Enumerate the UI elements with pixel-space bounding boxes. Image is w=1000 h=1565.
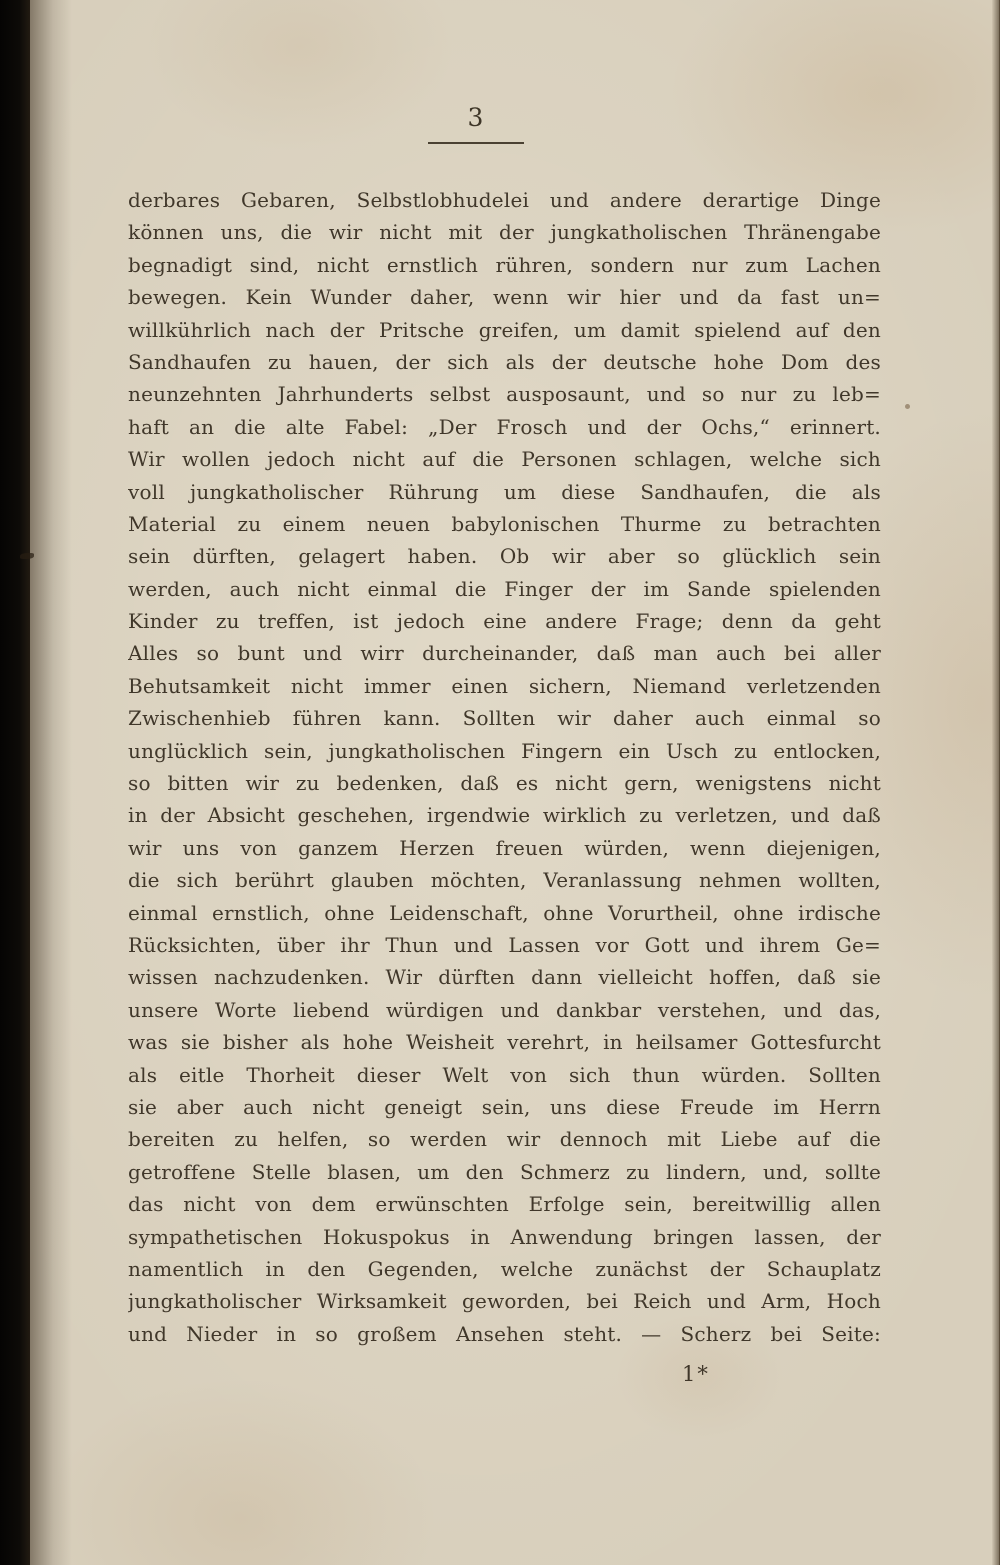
- text-line: einmal ernstlich, ohne Leidenschaft, ohne Vorurtheil, ohne irdische: [128, 900, 881, 925]
- text-line: Material zu einem neuen babylonischen Thurme zu betrachten: [128, 511, 881, 536]
- text-line: werden, auch nicht einmal die Finger der im Sande spielenden: [128, 576, 881, 601]
- text-line: Wir wollen jedoch nicht auf die Personen schlagen, welche sich: [128, 447, 881, 472]
- text-line: voll jungkatholischer Rührung um diese Sandhaufen, die als: [128, 479, 881, 504]
- margin-mark: [20, 553, 34, 559]
- text-line: neunzehnten Jahrhunderts selbst ausposaunt, und so nur zu leb=: [128, 382, 881, 407]
- text-line: das nicht von dem erwünschten Erfolge sein, bereitwillig allen: [128, 1192, 881, 1217]
- text-line: begnadigt sind, nicht ernstlich rühren, sondern nur zum Lachen: [128, 252, 881, 277]
- text-line: jungkatholischer Wirksamkeit geworden, bei Reich und Arm, Hoch: [128, 1289, 881, 1314]
- text-line: wir uns von ganzem Herzen freuen würden, wenn diejenigen,: [128, 835, 881, 860]
- text-line: Kinder zu treffen, ist jedoch eine andere Frage; denn da geht: [128, 609, 881, 634]
- text-line: in der Absicht geschehen, irgendwie wirklich zu verletzen, und daß: [128, 803, 881, 828]
- text-line: als eitle Thorheit dieser Welt von sich thun würden. Sollten: [128, 1062, 881, 1087]
- text-line: sie aber auch nicht geneigt sein, uns diese Freude im Herrn: [128, 1094, 881, 1119]
- text-block: [128, 184, 881, 1350]
- gutter-shadow: [30, 0, 72, 1565]
- text-line: willkührlich nach der Pritsche greifen, um damit spielend auf den: [128, 317, 881, 342]
- text-line: namentlich in den Gegenden, welche zunächst der Schauplatz: [128, 1256, 881, 1281]
- text-line: sympathetischen Hokuspokus in Anwendung bringen lassen, der: [128, 1224, 881, 1249]
- text-line: Zwischenhieb führen kann. Sollten wir daher auch einmal so: [128, 706, 881, 731]
- signature-mark: 1*: [682, 1362, 710, 1386]
- text-line: Rücksichten, über ihr Thun und Lassen vor Gott und ihrem Ge=: [128, 932, 881, 957]
- text-line: so bitten wir zu bedenken, daß es nicht gern, wenigstens nicht: [128, 771, 881, 796]
- text-line: Behutsamkeit nicht immer einen sichern, Niemand verletzenden: [128, 673, 881, 698]
- text-line: getroffene Stelle blasen, um den Schmerz zu lindern, und, sollte: [128, 1159, 881, 1184]
- text-line: wissen nachzudenken. Wir dürften dann vielleicht hoffen, daß sie: [128, 965, 881, 990]
- text-line: derbares Gebaren, Selbstlobhudelei und andere derartige Dinge: [128, 188, 881, 212]
- text-line: die sich berührt glauben möchten, Veranlassung nehmen wollten,: [128, 868, 881, 893]
- text-line: unglücklich sein, jungkatholischen Fingern ein Usch zu entlocken,: [128, 738, 881, 763]
- page-header: [128, 103, 824, 144]
- text-line: haft an die alte Fabel: „Der Frosch und der Ochs,“ erinnert.: [128, 414, 881, 439]
- text-line: Sandhaufen zu hauen, der sich als der deutsche hohe Dom des: [128, 349, 881, 374]
- text-line: sein dürften, gelagert haben. Ob wir aber so glücklich sein: [128, 544, 881, 569]
- page-number: 3: [467, 103, 485, 132]
- text-line: was sie bisher als hohe Weisheit verehrt, in heilsamer Gottesfurcht: [128, 1030, 881, 1055]
- text-line: Alles so bunt und wirr durcheinander, daß man auch bei aller: [128, 641, 881, 666]
- page-right-edge: [992, 0, 1000, 1565]
- text-line: bewegen. Kein Wunder daher, wenn wir hier und da fast un=: [128, 285, 881, 310]
- paper-speck: [905, 404, 910, 409]
- page-number-rule: [428, 142, 524, 144]
- text-line: und Nieder in so großem Ansehen steht. — Scherz bei Seite:: [128, 1321, 881, 1346]
- book-binding-edge: [0, 0, 30, 1565]
- text-line: unsere Worte liebend würdigen und dankbar verstehen, und das,: [128, 997, 881, 1022]
- text-line: können uns, die wir nicht mit der jungkatholischen Thränengabe: [128, 220, 881, 245]
- text-line: bereiten zu helfen, so werden wir dennoch mit Liebe auf die: [128, 1127, 881, 1152]
